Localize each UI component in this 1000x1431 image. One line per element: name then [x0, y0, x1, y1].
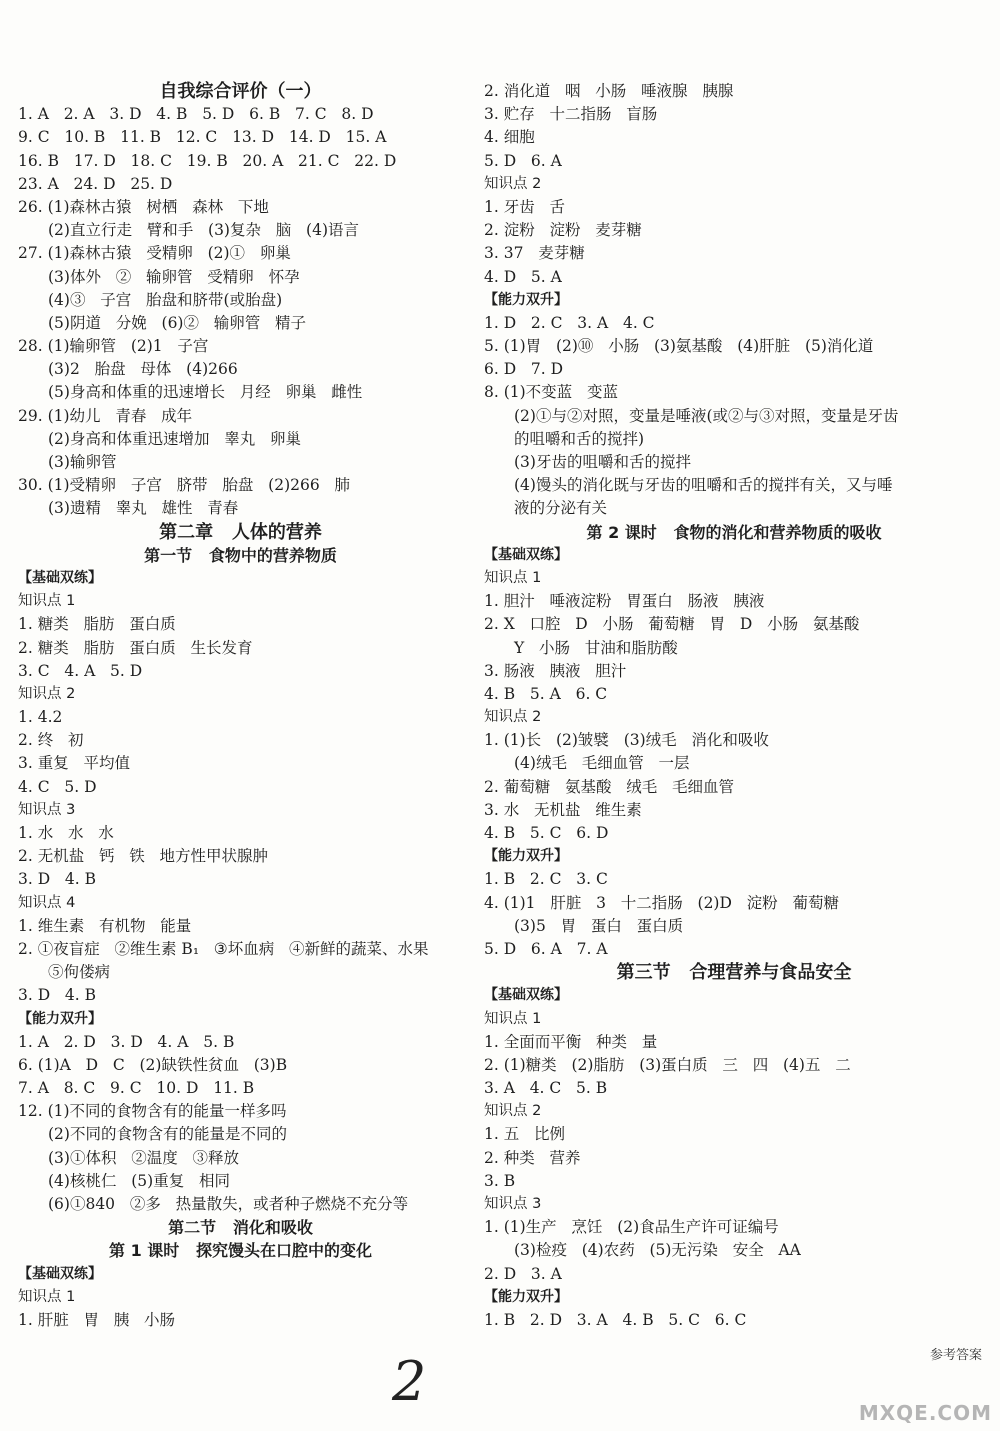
answer-line: 1. 水 水 水 — [18, 824, 114, 842]
answer-line: ⑤佝偻病 — [48, 963, 111, 982]
exercise-block-label: 【基础双练】 — [484, 546, 568, 563]
answer-line: (6)①840 ②多 热量散失，或者种子燃烧不充分等 — [48, 1195, 409, 1213]
answer-line: 2. 终 初 — [18, 731, 84, 750]
section-heading: 第 1 课时 探究馒头在口腔中的变化 — [109, 1241, 372, 1261]
answer-line: 液的分泌有关 — [514, 499, 608, 518]
answer-line: 28. (1)输卵管 (2)1 子宫 — [18, 337, 209, 356]
answer-line: 23. A 24. D 25. D — [18, 174, 173, 193]
answer-line: (4)馒头的消化既与牙齿的咀嚼和舌的搅拌有关，又与唾 — [514, 476, 893, 495]
answer-line: 6. D 7. D — [484, 360, 564, 379]
answer-line: (4)③ 子宫 胎盘和脐带(或胎盘) — [48, 290, 283, 309]
answer-line: 6. (1)A D C (2)缺铁性贫血 (3)B — [18, 1055, 288, 1074]
answer-line: 4. B 5. C 6. D — [484, 824, 609, 842]
answer-line: 26. (1)森林古猿 树栖 森林 下地 — [18, 197, 269, 216]
answer-line: 5. D 6. A 7. A — [484, 939, 608, 958]
answer-line: 30. (1)受精卵 子宫 脐带 胎盘 (2)266 肺 — [18, 476, 350, 495]
answer-line: (3)体外 ② 输卵管 受精卵 怀孕 — [48, 267, 300, 286]
section-heading: 第一节 食物中的营养物质 — [144, 545, 337, 565]
knowledge-point-label: 知识点 1 — [18, 1288, 76, 1305]
answer-line: 3. 肠液 胰液 胆汁 — [484, 661, 627, 680]
knowledge-point-label: 知识点 2 — [484, 1103, 542, 1120]
answer-line: 1. 维生素 有机物 能量 — [18, 916, 192, 935]
answer-line: 3. 37 麦芽糖 — [484, 244, 585, 263]
answer-line: 2. (1)糖类 (2)脂肪 (3)蛋白质 三 四 (4)五 二 — [484, 1055, 851, 1074]
answer-line: (2)身高和体重迅速增加 睾丸 卵巢 — [48, 429, 302, 448]
answer-line: (5)阴道 分娩 (6)② 输卵管 精子 — [48, 313, 307, 332]
answer-line: 3. D 4. B — [18, 870, 97, 889]
answer-line: (3)输卵管 — [48, 453, 117, 471]
answer-line: 1. 4.2 — [18, 708, 63, 727]
exercise-block-label: 【能力双升】 — [484, 291, 568, 308]
knowledge-point-label: 知识点 4 — [18, 894, 76, 911]
answer-line: 1. 糖类 脂肪 蛋白质 — [18, 615, 176, 634]
knowledge-point-label: 知识点 3 — [484, 1196, 542, 1212]
answer-line: 27. (1)森林古猿 受精卵 (2)① 卵巢 — [18, 244, 291, 263]
left-column — [18, 80, 463, 1332]
exercise-block-label: 【能力双升】 — [484, 848, 568, 865]
footer-label: 参考答案 — [929, 1348, 982, 1363]
answer-line: 3. 重复 平均值 — [18, 754, 130, 773]
section-heading: 第二节 消化和吸收 — [168, 1218, 313, 1238]
exercise-block-label: 【基础双练】 — [18, 1265, 102, 1282]
knowledge-point-label: 知识点 2 — [484, 709, 542, 726]
chapter-heading: 第二章 人体的营养 — [159, 521, 322, 543]
knowledge-point-label: 知识点 1 — [484, 1010, 542, 1027]
answer-line: (5)身高和体重的迅速增长 月经 卵巢 雌性 — [48, 383, 363, 402]
answer-line: (4)绒毛 毛细血管 一层 — [514, 754, 690, 773]
answer-line: 4. C 5. D — [18, 777, 97, 796]
answer-line: 1. 全面而平衡 种类 量 — [484, 1032, 658, 1051]
answer-line: (3)检疫 (4)农药 (5)无污染 安全 AA — [514, 1241, 801, 1260]
answer-line: (3)牙齿的咀嚼和舌的搅拌 — [514, 453, 691, 471]
answer-line: 2. 无机盐 钙 铁 地方性甲状腺肿 — [18, 847, 269, 866]
exercise-block-label: 【能力双升】 — [484, 1288, 568, 1305]
answer-line: 2. X 口腔 D 小肠 葡萄糖 胃 D 小肠 氨基酸 — [484, 615, 860, 634]
answer-line: 3. B — [484, 1171, 516, 1190]
answer-line: 2. 淀粉 淀粉 麦芽糖 — [484, 221, 642, 240]
answer-line: (3)2 胎盘 母体 (4)266 — [48, 360, 238, 379]
answer-line: 2. ①夜盲症 ②维生素 B₁ ③坏血病 ④新鲜的蔬菜、水果 — [18, 939, 429, 958]
answer-line: 1. D 2. C 3. A 4. C — [484, 313, 655, 332]
knowledge-point-label: 知识点 2 — [18, 685, 76, 702]
answer-line: 3. A 4. C 5. B — [484, 1079, 608, 1098]
answer-line: (3)①体积 ②温度 ③释放 — [48, 1148, 240, 1167]
answer-line: 1. (1)长 (2)皱襞 (3)绒毛 消化和吸收 — [484, 731, 769, 750]
knowledge-point-label: 知识点 3 — [18, 801, 76, 818]
answer-line: 的咀嚼和舌的搅拌) — [514, 429, 645, 448]
answer-line: (3)遗精 睾丸 雄性 青春 — [48, 499, 239, 518]
answer-line: 5. (1)胃 (2)⑩ 小肠 (3)氨基酸 (4)肝脏 (5)消化道 — [484, 337, 874, 356]
exercise-block-label: 【能力双升】 — [18, 1010, 102, 1027]
knowledge-point-label: 知识点 1 — [484, 569, 542, 586]
answer-line: 8. (1)不变蓝 变蓝 — [484, 383, 618, 402]
knowledge-point-label: 知识点 2 — [484, 175, 542, 192]
answer-line: 2. D 3. A — [484, 1264, 562, 1283]
answer-line: 4. (1)1 肝脏 3 十二指肠 (2)D 淀粉 葡萄糖 — [484, 893, 839, 912]
answer-line: 29. (1)幼儿 青春 成年 — [18, 406, 193, 425]
answer-line: 4. B 5. A 6. C — [484, 684, 608, 703]
answer-line: 2. 种类 营养 — [484, 1148, 581, 1167]
exercise-block-label: 【基础双练】 — [484, 987, 568, 1004]
answer-line: 12. (1)不同的食物含有的能量一样多吗 — [18, 1102, 287, 1121]
answer-line: Y 小肠 甘油和脂肪酸 — [514, 638, 678, 657]
answer-line: 1. 五 比例 — [484, 1125, 565, 1144]
handwritten-page-number: 2 — [392, 1350, 427, 1413]
answer-line: 9. C 10. B 11. B 12. C 13. D 14. D 15. A — [18, 128, 387, 147]
answer-line: 7. A 8. C 9. C 10. D 11. B — [18, 1079, 255, 1098]
watermark: MXQE.COM — [858, 1401, 992, 1425]
answer-line: (4)核桃仁 (5)重复 相同 — [48, 1171, 230, 1190]
answer-line: 16. B 17. D 18. C 19. B 20. A 21. C 22. D — [18, 151, 397, 170]
answer-line: 3. 贮存 十二指肠 盲肠 — [484, 105, 658, 124]
answer-line: (2)不同的食物含有的能量是不同的 — [48, 1125, 287, 1144]
answer-line: 4. 细胞 — [484, 128, 535, 147]
exercise-block-label: 【基础双练】 — [18, 569, 102, 586]
answer-line: 2. 糖类 脂肪 蛋白质 生长发育 — [18, 638, 253, 657]
answer-line: 1. A 2. D 3. D 4. A 5. B — [18, 1032, 235, 1051]
answer-line: 1. 牙齿 舌 — [484, 197, 565, 216]
answer-line: 2. 葡萄糖 氨基酸 绒毛 毛细血管 — [484, 777, 735, 796]
answer-line: 1. 肝脏 胃 胰 小肠 — [18, 1310, 176, 1329]
chapter-heading: 第三节 合理营养与食品安全 — [616, 962, 852, 984]
answer-line: 3. 水 无机盐 维生素 — [484, 800, 642, 819]
answer-line: 1. B 2. C 3. C — [484, 870, 608, 889]
answer-line: 3. D 4. B — [18, 986, 97, 1005]
answer-line: (2)①与②对照，变量是唾液(或②与③对照，变量是牙齿 — [514, 406, 899, 425]
knowledge-point-label: 知识点 1 — [18, 593, 76, 610]
answer-line: (2)直立行走 臂和手 (3)复杂 脑 (4)语言 — [48, 221, 359, 240]
answer-line: 3. C 4. A 5. D — [18, 661, 143, 680]
chapter-heading: 自我综合评价（一） — [159, 81, 322, 102]
answer-line: 1. A 2. A 3. D 4. B 5. D 6. B 7. C 8. D — [18, 105, 374, 124]
answer-line: 1. (1)生产 烹饪 (2)食品生产许可证编号 — [484, 1218, 779, 1237]
answer-line: 2. 消化道 咽 小肠 唾液腺 胰腺 — [484, 82, 734, 100]
answer-line: (3)5 胃 蛋白 蛋白质 — [514, 916, 684, 935]
answer-line: 1. B 2. D 3. A 4. B 5. C 6. C — [484, 1310, 747, 1329]
right-column — [484, 80, 984, 1332]
answer-line: 4. D 5. A — [484, 267, 562, 286]
answer-line: 5. D 6. A — [484, 151, 562, 170]
answer-line: 1. 胆汁 唾液淀粉 胃蛋白 肠液 胰液 — [484, 592, 765, 611]
section-heading: 第 2 课时 食物的消化和营养物质的吸收 — [586, 522, 882, 542]
